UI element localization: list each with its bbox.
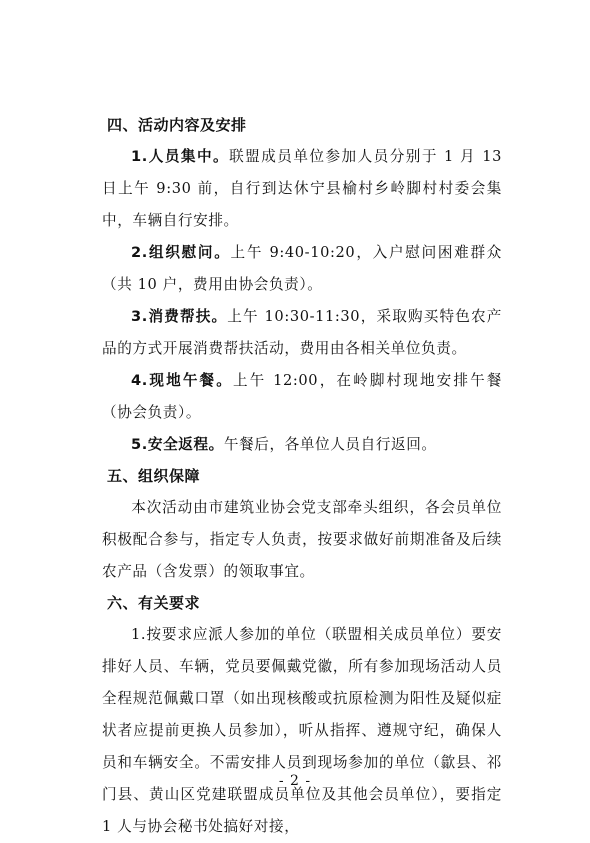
text-organize-visit: 上午 9:40-10:20，入户慰问困难群众（共 10 户，费用由协会负责）。 (102, 244, 502, 293)
lead-consumption-assistance: 3.消费帮扶。 (131, 308, 228, 325)
lead-local-lunch: 4.现地午餐。 (131, 372, 233, 389)
paragraph-local-lunch (102, 365, 502, 429)
section-heading-activity-arrangement: 四、活动内容及安排 (107, 116, 247, 134)
paragraph-personnel-gathering (102, 141, 502, 237)
text-local-lunch: 上午 12:00，在岭脚村现地安排午餐（协会负责）。 (102, 372, 502, 421)
paragraph-organization-guarantee (102, 492, 502, 588)
page-number: - 2 - (278, 773, 312, 789)
paragraph-organize-visit (102, 237, 502, 301)
lead-organize-visit: 2.组织慰问。 (131, 244, 231, 261)
paragraph-consumption-assistance (102, 301, 502, 365)
paragraph-requirements-1 (102, 619, 502, 843)
text-personnel-gathering: 联盟成员单位参加人员分别于 1 月 13 日上午 9:30 前，自行到达休宁县榆村乡岭脚村村委会集中，车辆自行安排。 (102, 148, 502, 229)
paragraph-safe-return (102, 429, 502, 461)
section-heading-organization-guarantee: 五、组织保障 (107, 467, 201, 485)
text-requirements-1: 1.按要求应派人参加的单位（联盟相关成员单位）要安排好人员、车辆，党员要佩戴党徽，所有参加现场活动人员全程规范佩戴口罩（如出现核酸或抗原检测为阳性及疑似症状者应提前更换人员参加），听从指挥、遵规守纪，确保人员和车辆安全。不需安排人员到现场参加的单位（歙县、祁门县、黄山区党建联盟成员单位及其他会员单位），要指定 1 人与协会秘书处搞好对接， (102, 626, 502, 835)
lead-personnel-gathering: 1.人员集中。 (131, 148, 230, 165)
text-organization-guarantee: 本次活动由市建筑业协会党支部牵头组织，各会员单位积极配合参与，指定专人负责，按要求做好前期准备及后续农产品（含发票）的领取事宜。 (102, 499, 502, 580)
lead-safe-return: 5.安全返程。 (131, 436, 224, 453)
section-heading-requirements: 六、有关要求 (107, 594, 201, 612)
text-safe-return: 午餐后，各单位人员自行返回。 (223, 436, 437, 453)
text-consumption-assistance: 上午 10:30-11:30，采取购买特色农产品的方式开展消费帮扶活动，费用由各相关单位负责。 (102, 308, 502, 357)
document-body (102, 110, 502, 843)
